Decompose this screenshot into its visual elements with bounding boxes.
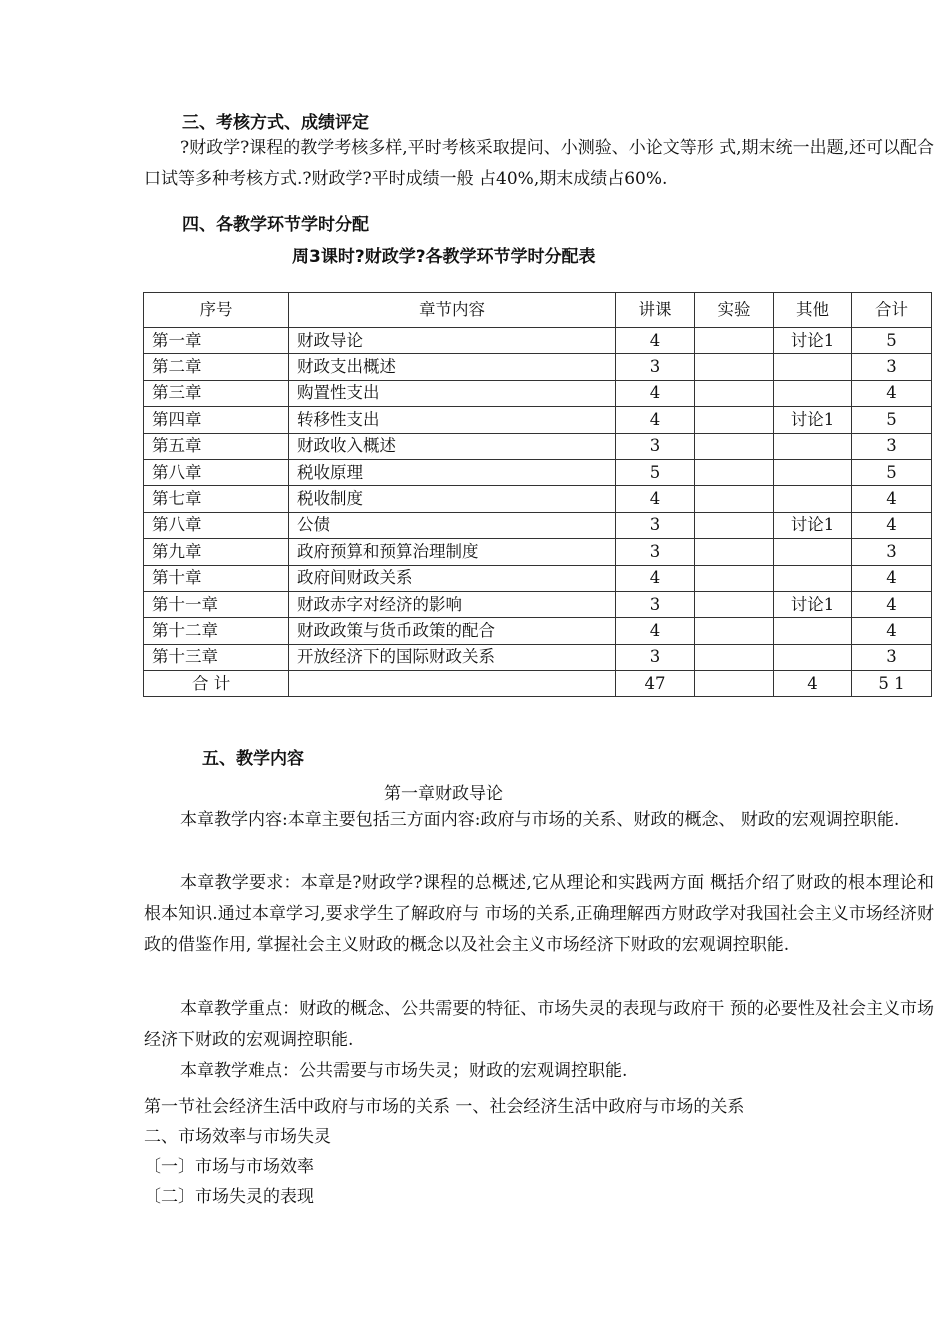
table-header-row <box>144 293 932 328</box>
lab-hours <box>695 380 774 406</box>
total-hours: 4 <box>852 591 932 617</box>
other-hours <box>774 380 852 406</box>
other-hours <box>774 459 852 485</box>
chapter-name: 政府间财政关系 <box>289 565 616 591</box>
hours-allocation-table <box>143 292 932 697</box>
lecture-hours: 3 <box>616 354 695 380</box>
table-row <box>144 591 932 617</box>
chapter-name: 转移性支出 <box>289 407 616 433</box>
lecture-hours: 4 <box>616 565 695 591</box>
total-cell <box>289 671 616 697</box>
chapter-number: 第十三章 <box>144 644 289 670</box>
chapter-number: 第七章 <box>144 486 289 512</box>
outline-item: 二、市场效率与市场失灵 <box>144 1127 331 1147</box>
chapter-focus-paragraph: 本章教学重点：财政的概念、公共需要的特征、市场失灵的表现与政府干 预的必要性及社会主义市场经济下财政的宏观调控职能. <box>144 999 934 1050</box>
lecture-hours: 3 <box>616 512 695 538</box>
header-cell: 合计 <box>852 293 932 328</box>
lab-hours <box>695 407 774 433</box>
table-row <box>144 328 932 354</box>
other-hours <box>774 486 852 512</box>
section-heading-assessment: 三、考核方式、成绩评定 <box>182 113 369 133</box>
total-hours: 4 <box>852 565 932 591</box>
total-hours: 4 <box>852 486 932 512</box>
lecture-hours: 3 <box>616 591 695 617</box>
table-row <box>144 539 932 565</box>
other-hours: 讨论1 <box>774 591 852 617</box>
total-lab <box>695 671 774 697</box>
chapter-title: 第一章财政导论 <box>384 784 503 804</box>
header-cell: 实验 <box>695 293 774 328</box>
header-cell: 序号 <box>144 293 289 328</box>
table-row <box>144 407 932 433</box>
chapter-name: 财政赤字对经济的影响 <box>289 591 616 617</box>
section-heading-content: 五、教学内容 <box>202 749 304 769</box>
chapter-content-paragraph: 本章教学内容:本章主要包括三方面内容:政府与市场的关系、财政的概念、 财政的宏观调控职能. <box>180 810 900 830</box>
chapter-number: 第十二章 <box>144 618 289 644</box>
section-heading-hours: 四、各教学环节学时分配 <box>182 215 369 235</box>
table-row <box>144 486 932 512</box>
total-hours: 3 <box>852 433 932 459</box>
other-hours <box>774 618 852 644</box>
table-row <box>144 354 932 380</box>
other-hours: 讨论1 <box>774 328 852 354</box>
outline-item: 第一节社会经济生活中政府与市场的关系 一、社会经济生活中政府与市场的关系 <box>144 1097 745 1117</box>
lecture-hours: 4 <box>616 486 695 512</box>
lecture-hours: 3 <box>616 539 695 565</box>
table-row <box>144 618 932 644</box>
lecture-hours: 4 <box>616 407 695 433</box>
assessment-paragraph: ?财政学?课程的教学考核多样,平时考核采取提问、小测验、小论文等形 式,期末统一出题,还可以配合口试等多种考核方式.?财政学?平时成绩一般 占40%,期末成绩占60%. <box>144 138 934 189</box>
total-hours: 4 <box>852 618 932 644</box>
header-cell: 讲课 <box>616 293 695 328</box>
lecture-hours: 4 <box>616 328 695 354</box>
other-hours <box>774 354 852 380</box>
header-cell: 其他 <box>774 293 852 328</box>
lab-hours <box>695 539 774 565</box>
chapter-name: 购置性支出 <box>289 380 616 406</box>
chapter-name: 财政导论 <box>289 328 616 354</box>
lab-hours <box>695 328 774 354</box>
outline-item: 〔一〕市场与市场效率 <box>144 1157 314 1177</box>
chapter-name: 财政收入概述 <box>289 433 616 459</box>
chapter-number: 第十章 <box>144 565 289 591</box>
lab-hours <box>695 591 774 617</box>
lab-hours <box>695 644 774 670</box>
lab-hours <box>695 565 774 591</box>
table-row <box>144 380 932 406</box>
total-other: 4 <box>774 671 852 697</box>
chapter-number: 第八章 <box>144 459 289 485</box>
lecture-hours: 3 <box>616 644 695 670</box>
table-row <box>144 433 932 459</box>
lecture-hours: 4 <box>616 380 695 406</box>
table-row <box>144 565 932 591</box>
chapter-requirement-paragraph: 本章教学要求：本章是?财政学?课程的总概述,它从理论和实践两方面 概括介绍了财政的根本理论和根本知识.通过本章学习,要求学生了解政府与 市场的关系,正确理解西方财政学对我国社会主义市场经济财政的借鉴作用, 掌握社会主义财政的概念以及社会主义市场经济下财政的宏观调控职能. <box>144 873 934 955</box>
other-hours <box>774 565 852 591</box>
chapter-difficulty-paragraph: 本章教学难点：公共需要与市场失灵；财政的宏观调控职能. <box>180 1061 628 1081</box>
table-row <box>144 512 932 538</box>
other-hours <box>774 644 852 670</box>
lab-hours <box>695 618 774 644</box>
table-total-row <box>144 671 932 697</box>
total-hours: 4 <box>852 512 932 538</box>
chapter-number: 第五章 <box>144 433 289 459</box>
other-hours <box>774 539 852 565</box>
total-hours: 5 <box>852 407 932 433</box>
table-row <box>144 459 932 485</box>
total-hours: 3 <box>852 354 932 380</box>
chapter-number: 第十一章 <box>144 591 289 617</box>
chapter-number: 第二章 <box>144 354 289 380</box>
chapter-number: 第四章 <box>144 407 289 433</box>
other-hours <box>774 433 852 459</box>
total-sum: 5 1 <box>852 671 932 697</box>
chapter-name: 政府预算和预算治理制度 <box>289 539 616 565</box>
lecture-hours: 5 <box>616 459 695 485</box>
chapter-name: 税收制度 <box>289 486 616 512</box>
chapter-name: 税收原理 <box>289 459 616 485</box>
chapter-number: 第三章 <box>144 380 289 406</box>
outline-item: 〔二〕市场失灵的表现 <box>144 1187 314 1207</box>
chapter-name: 公债 <box>289 512 616 538</box>
chapter-number: 第九章 <box>144 539 289 565</box>
total-hours: 4 <box>852 380 932 406</box>
lab-hours <box>695 354 774 380</box>
total-hours: 5 <box>852 459 932 485</box>
total-hours: 5 <box>852 328 932 354</box>
lab-hours <box>695 512 774 538</box>
chapter-name: 财政支出概述 <box>289 354 616 380</box>
table-title: 周3课时?财政学?各教学环节学时分配表 <box>292 247 596 267</box>
total-lecture: 47 <box>616 671 695 697</box>
table-body <box>144 328 932 671</box>
header-cell: 章节内容 <box>289 293 616 328</box>
lab-hours <box>695 433 774 459</box>
chapter-name: 财政政策与货币政策的配合 <box>289 618 616 644</box>
chapter-name: 开放经济下的国际财政关系 <box>289 644 616 670</box>
lecture-hours: 4 <box>616 618 695 644</box>
lab-hours <box>695 459 774 485</box>
other-hours: 讨论1 <box>774 512 852 538</box>
total-hours: 3 <box>852 644 932 670</box>
other-hours: 讨论1 <box>774 407 852 433</box>
total-hours: 3 <box>852 539 932 565</box>
lecture-hours: 3 <box>616 433 695 459</box>
total-label: 合 计 <box>144 671 289 697</box>
chapter-number: 第八章 <box>144 512 289 538</box>
chapter-number: 第一章 <box>144 328 289 354</box>
lab-hours <box>695 486 774 512</box>
table-row <box>144 644 932 670</box>
